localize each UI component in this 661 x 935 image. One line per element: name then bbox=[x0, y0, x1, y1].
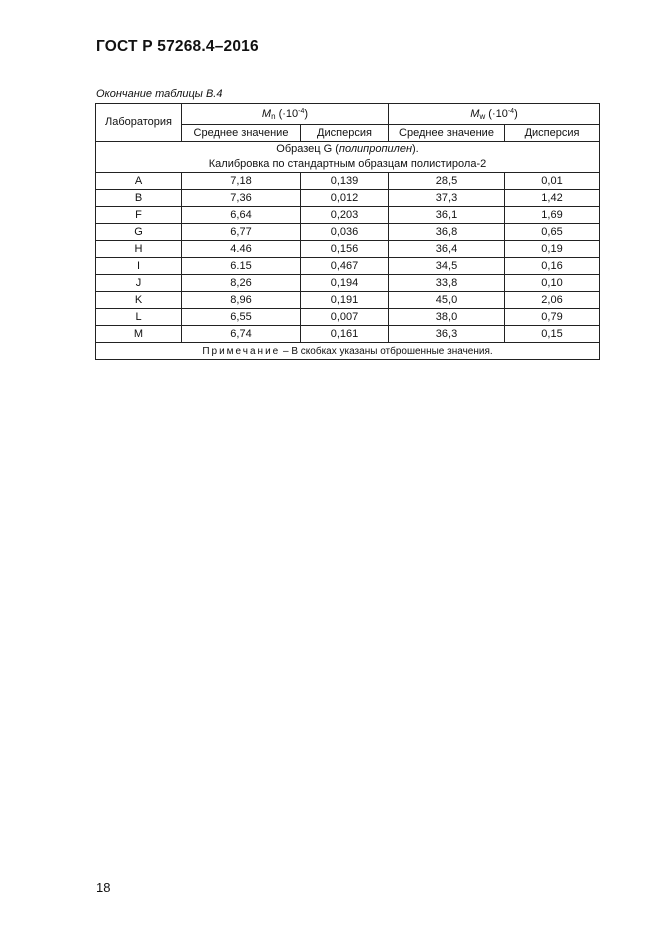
header-lab: Лаборатория bbox=[96, 104, 182, 142]
cell-lab: B bbox=[96, 190, 182, 207]
cell-mn-mean: 8,26 bbox=[182, 275, 301, 292]
table-note bbox=[96, 343, 600, 360]
cell-mw-mean: 37,3 bbox=[389, 190, 505, 207]
mn-unit-open: (·10 bbox=[275, 108, 299, 120]
mn-subscript: n bbox=[271, 112, 276, 121]
group-label bbox=[96, 142, 600, 173]
cell-mn-mean: 7,18 bbox=[182, 173, 301, 190]
header-mn-variance: Дисперсия bbox=[301, 125, 389, 142]
cell-lab: H bbox=[96, 241, 182, 258]
cell-lab: F bbox=[96, 207, 182, 224]
cell-mw-var: 0,19 bbox=[505, 241, 600, 258]
cell-mw-var: 1,42 bbox=[505, 190, 600, 207]
mn-unit-exp: -4 bbox=[298, 108, 305, 115]
table-row bbox=[96, 258, 600, 275]
cell-mw-mean: 36,4 bbox=[389, 241, 505, 258]
cell-mw-mean: 36,8 bbox=[389, 224, 505, 241]
mw-unit-exp: -4 bbox=[507, 108, 515, 115]
header-mw-variance: Дисперсия bbox=[505, 125, 600, 142]
cell-mn-var: 0,191 bbox=[301, 292, 389, 309]
cell-lab: G bbox=[96, 224, 182, 241]
table-body bbox=[96, 142, 600, 343]
document-standard-title: ГОСТ Р 57268.4–2016 bbox=[96, 38, 259, 55]
group-line-1-prefix: Образец G ( bbox=[276, 143, 339, 155]
cell-mn-var: 0,156 bbox=[301, 241, 389, 258]
mw-subscript: w bbox=[479, 112, 486, 121]
group-line-2: Калибровка по стандартным образцам полистирола-2 bbox=[208, 158, 487, 170]
cell-mn-mean: 6,74 bbox=[182, 326, 301, 343]
cell-mw-mean: 28,5 bbox=[389, 173, 505, 190]
header-mw-mean: Среднее значение bbox=[389, 125, 505, 142]
cell-mn-mean: 4.46 bbox=[182, 241, 301, 258]
data-table bbox=[95, 103, 600, 360]
header-mn-mean: Среднее значение bbox=[182, 125, 301, 142]
cell-mn-var: 0,139 bbox=[301, 173, 389, 190]
cell-lab: A bbox=[96, 173, 182, 190]
mn-symbol: M bbox=[261, 108, 272, 120]
note-text: – В скобках указаны отброшенные значения. bbox=[280, 345, 493, 357]
cell-mw-var: 0,01 bbox=[505, 173, 600, 190]
cell-mn-var: 0,036 bbox=[301, 224, 389, 241]
table-row bbox=[96, 292, 600, 309]
table-row bbox=[96, 326, 600, 343]
cell-mw-var: 0,10 bbox=[505, 275, 600, 292]
cell-mn-var: 0,007 bbox=[301, 309, 389, 326]
cell-mn-var: 0,467 bbox=[301, 258, 389, 275]
cell-mn-mean: 6,55 bbox=[182, 309, 301, 326]
table-row bbox=[96, 241, 600, 258]
cell-mn-var: 0,203 bbox=[301, 207, 389, 224]
cell-lab: J bbox=[96, 275, 182, 292]
cell-mw-var: 0,65 bbox=[505, 224, 600, 241]
note-row bbox=[96, 343, 600, 360]
cell-mw-mean: 38,0 bbox=[389, 309, 505, 326]
table-caption: Окончание таблицы В.4 bbox=[96, 88, 223, 100]
cell-mn-mean: 8,96 bbox=[182, 292, 301, 309]
mw-symbol: M bbox=[470, 108, 480, 120]
cell-mn-mean: 7,36 bbox=[182, 190, 301, 207]
mw-unit-open: (·10 bbox=[485, 108, 508, 120]
cell-mn-var: 0,012 bbox=[301, 190, 389, 207]
table-row bbox=[96, 224, 600, 241]
cell-mw-mean: 33,8 bbox=[389, 275, 505, 292]
table-row bbox=[96, 207, 600, 224]
table-foot bbox=[96, 343, 600, 360]
cell-mw-var: 0,16 bbox=[505, 258, 600, 275]
table-row bbox=[96, 309, 600, 326]
cell-mw-mean: 45,0 bbox=[389, 292, 505, 309]
page-number: 18 bbox=[96, 880, 111, 895]
cell-lab: L bbox=[96, 309, 182, 326]
table-row bbox=[96, 190, 600, 207]
mw-unit-close: ) bbox=[514, 108, 518, 120]
group-row bbox=[96, 142, 600, 173]
group-line-1 bbox=[96, 142, 599, 157]
group-line-1-material: полипропилен bbox=[338, 143, 412, 155]
table-head bbox=[96, 104, 600, 142]
cell-mn-mean: 6.15 bbox=[182, 258, 301, 275]
cell-mw-mean: 34,5 bbox=[389, 258, 505, 275]
header-mn bbox=[182, 104, 389, 125]
cell-mw-var: 0,15 bbox=[505, 326, 600, 343]
cell-mn-mean: 6,64 bbox=[182, 207, 301, 224]
cell-mw-mean: 36,3 bbox=[389, 326, 505, 343]
note-label: Примечание bbox=[202, 345, 281, 357]
cell-mn-mean: 6,77 bbox=[182, 224, 301, 241]
mn-unit-close: ) bbox=[304, 108, 309, 120]
header-row-1 bbox=[96, 104, 600, 125]
cell-lab: K bbox=[96, 292, 182, 309]
group-line-1-suffix: ). bbox=[412, 143, 419, 155]
cell-mw-mean: 36,1 bbox=[389, 207, 505, 224]
cell-mn-var: 0,161 bbox=[301, 326, 389, 343]
cell-mw-var: 1,69 bbox=[505, 207, 600, 224]
cell-mw-var: 0,79 bbox=[505, 309, 600, 326]
table-row bbox=[96, 275, 600, 292]
cell-lab: M bbox=[96, 326, 182, 343]
header-mw bbox=[389, 104, 600, 125]
cell-mw-var: 2,06 bbox=[505, 292, 600, 309]
table-row bbox=[96, 173, 600, 190]
cell-lab: I bbox=[96, 258, 182, 275]
cell-mn-var: 0,194 bbox=[301, 275, 389, 292]
